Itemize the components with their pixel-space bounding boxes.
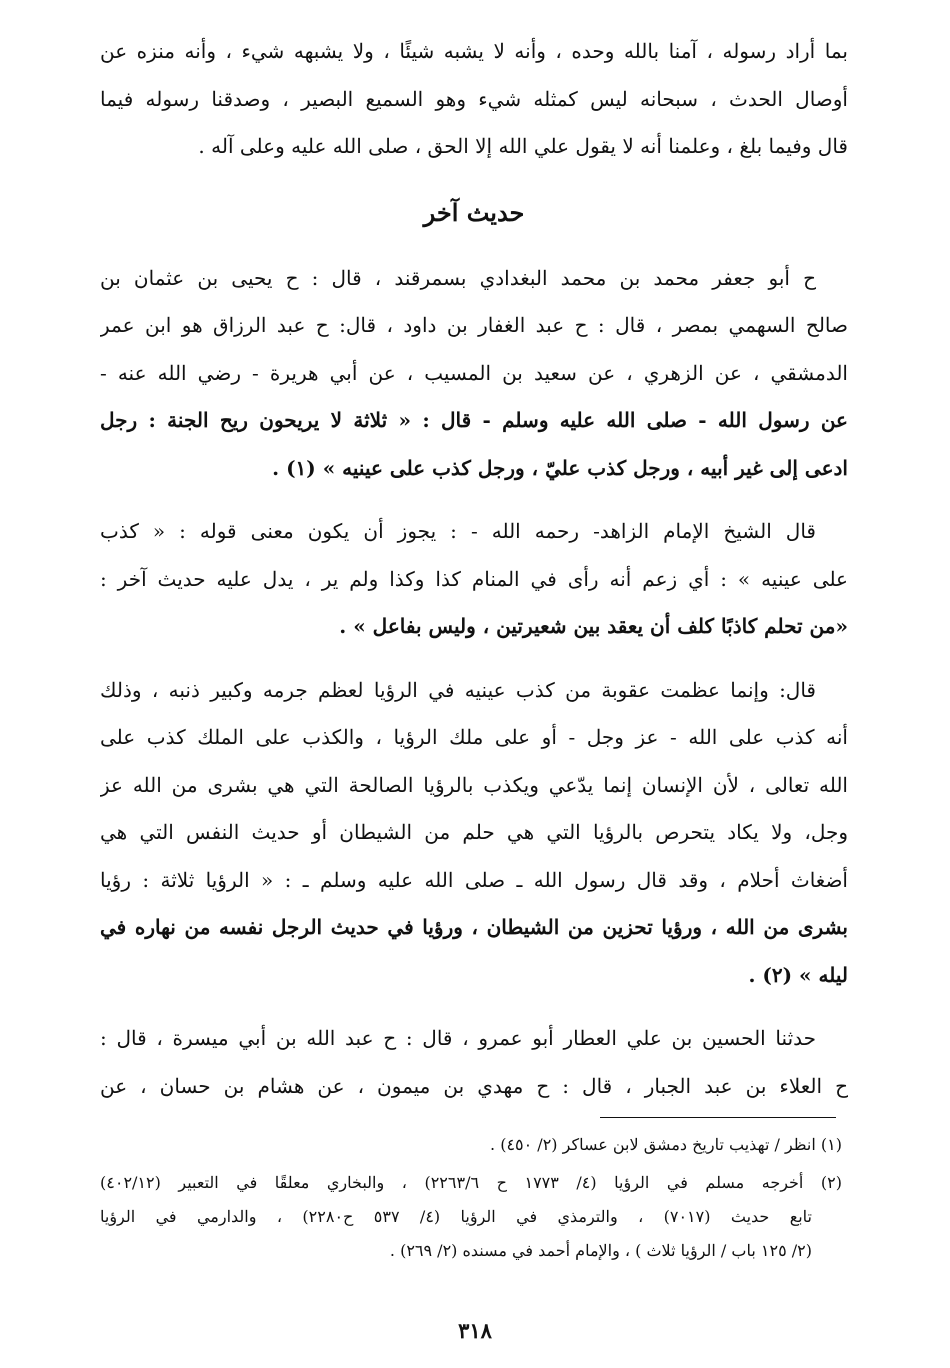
spacer: [100, 492, 848, 508]
spacer: [100, 999, 848, 1015]
text-line: «من تحلم كاذبًا كلف أن يعقد بين شعيرتين ، وليس بفاعل » .: [339, 614, 848, 638]
text-line: ليله » (٢) .: [748, 962, 848, 987]
paragraph-1: [100, 28, 848, 171]
text-line: قال الشيخ الإمام الزاهد- رحمه الله - : يجوز أن يكون معنى قوله : « كذب: [100, 519, 816, 543]
paragraph-5: [100, 1015, 848, 1110]
text-line: على عينيه » : أي زعم أنه رأى في المنام كذا وكذا ولم ير ، يدل عليه حديث آخر :: [100, 566, 848, 591]
text-line: الله تعالى ، لأن الإنسان إنما يدّعي ويكذب بالرؤيا الصالحة التي هي بشرى من الله عز: [100, 772, 848, 797]
section-heading: حديث آخر: [423, 197, 525, 227]
text-line: حدثنا الحسين بن علي العطار أبو عمرو ، قال : ح عبد الله بن أبي ميسرة ، قال :: [100, 1026, 816, 1050]
text-line: ح العلاء بن عبد الجبار ، قال : ح مهدي بن ميمون ، عن هشام بن حسان ، عن: [100, 1073, 848, 1098]
main-text: [100, 28, 848, 1110]
text-line: عن رسول الله - صلى الله عليه وسلم - قال : « ثلاثة لا يريحون ريح الجنة : رجل: [100, 408, 848, 432]
text-line: صالح السهمي بمصر ، قال : ح عبد الغفار بن داود ، قال: ح عبد الرزاق هو ابن عمر: [100, 313, 848, 337]
text-line: الدمشقي ، عن الزهري ، عن سعيد بن المسيب ، عن أبي هريرة - رضي الله عنه -: [100, 360, 848, 385]
footnote-separator: [600, 1117, 836, 1118]
text-line: ادعى إلى غير أبيه ، ورجل كذب عليّ ، ورجل كذب على عينيه » (١) .: [272, 455, 848, 480]
footnote-line: (١) انظر / تهذيب تاريخ دمشق لابن عساكر (٢/ ٤٥٠) .: [490, 1135, 842, 1154]
paragraph-2: [100, 255, 848, 493]
footnotes: [100, 1128, 842, 1268]
text-line: بشرى من الله ، ورؤيا تحزين من الشيطان ، ورؤيا في حديث الرجل نفسه من نهاره في: [100, 915, 848, 939]
footnote-1: [100, 1128, 842, 1162]
paragraph-4: [100, 667, 848, 1000]
text-line: أضغاث أحلام ، وقد قال رسول الله ـ صلى الله عليه وسلم ـ : « الرؤيا ثلاثة : رؤيا: [100, 867, 848, 892]
footnote-line: (٢/ ١٢٥ باب / الرؤيا ثلاث ) ، والإمام أحمد في مسنده (٢/ ٢٦٩) .: [389, 1241, 812, 1260]
text-line: وجل، ولا يكاد يتحرص بالرؤيا التي هي حلم من الشيطان أو حديث النفس التي هي: [100, 820, 848, 844]
text-line: أنه كذب على الله - عز وجل - أو على ملك الرؤيا ، والكذب على الملك كذب على: [100, 725, 848, 749]
footnote-line: تابع حديث (٧٠١٧) ، والترمذي في الرؤيا (٤/ ٥٣٧ ح٢٢٨٠) ، والدارمي في الرؤيا: [100, 1207, 812, 1226]
text-line: ح أبو جعفر محمد بن محمد البغدادي بسمرقند ، قال : ح يحيى بن عثمان بن: [100, 265, 816, 290]
paragraph-3: [100, 508, 848, 651]
text-line: قال وفيما بلغ ، وعلمنا أنه لا يقول علي الله إلا الحق ، صلى الله عليه وعلى آله .: [198, 134, 848, 158]
text-line: قال: وإنما عظمت عقوبة من كذب عينيه في الرؤيا لعظم جرمه وكبير ذنبه ، وذلك: [100, 677, 816, 702]
page-number: ٣١٨: [458, 1318, 492, 1343]
text-line: أوصال الحدث ، سبحانه ليس كمثله شيء وهو السميع البصير ، وصدقنا رسوله فيما: [100, 86, 848, 111]
footnote-2: [100, 1166, 842, 1268]
text-line: بما أراد رسوله ، آمنا بالله وحده ، وأنه لا يشبه شيئًا ، ولا يشبهه شيء ، وأنه منزه عن: [100, 39, 848, 63]
footnote-line: (٢) أخرجه مسلم في الرؤيا (٤/ ١٧٧٣ ح ٢٢٦٣/٦) ، والبخاري معلقًا في التعبير (٤٠٢/١٢): [100, 1173, 842, 1192]
spacer: [100, 651, 848, 667]
